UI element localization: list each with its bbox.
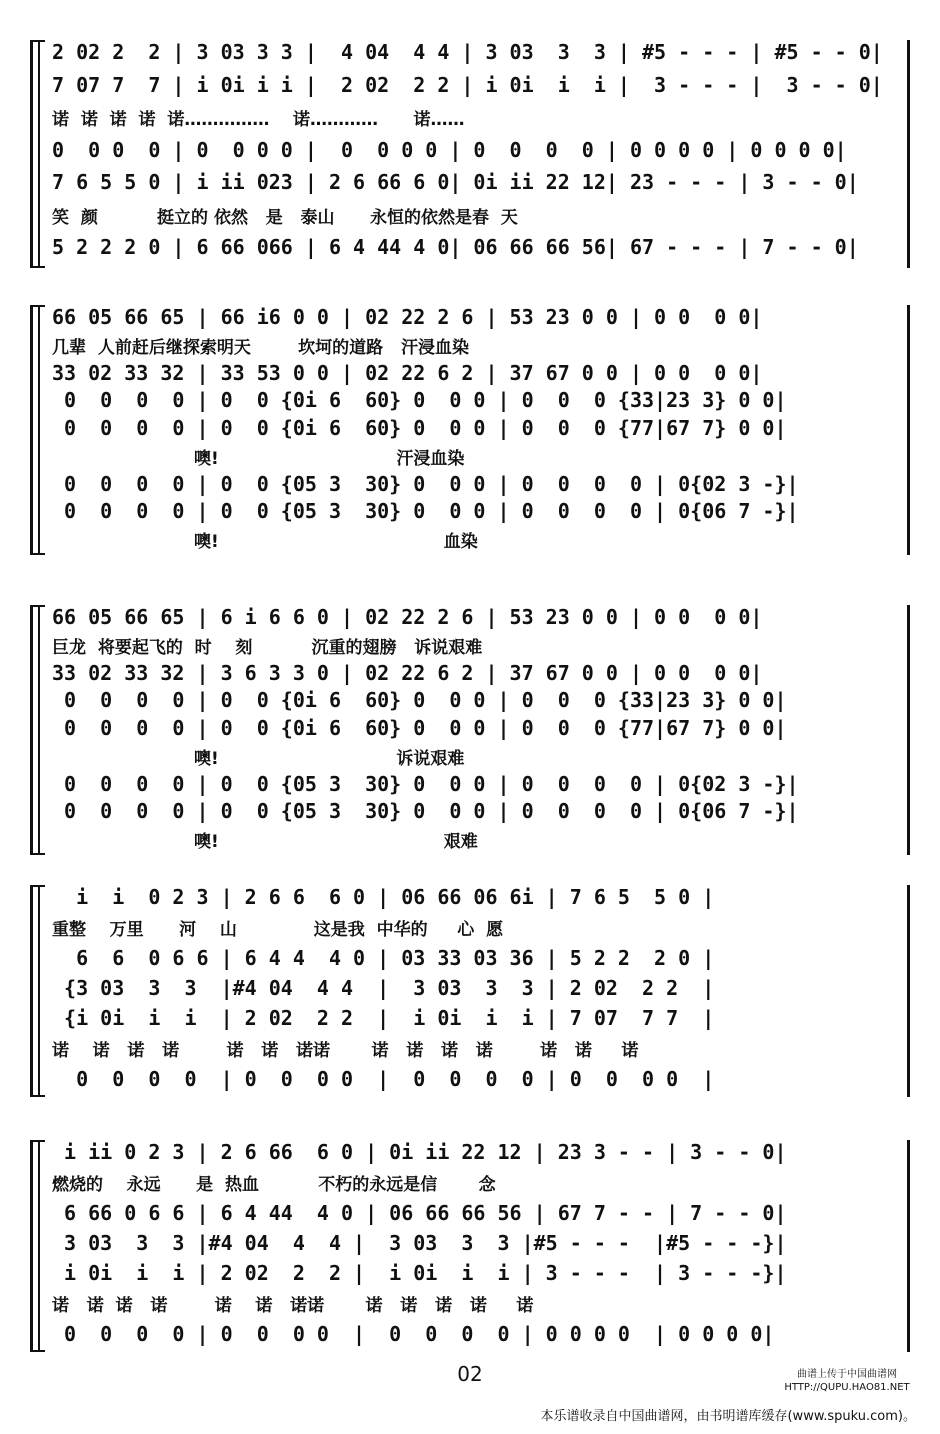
lyric-line: 诺 诺 诺 诺 诺 诺 诺诺 诺 诺 诺 诺 诺 诺 诺 [52, 1041, 639, 1062]
notation-line: 0 0 0 0 | 0 0 {05 3 30} 0 0 0 | 0 0 0 0 | 0{06 7 -}| [52, 799, 799, 824]
lyric-line: 噢! 诉说艰难 [52, 748, 465, 769]
footer-note: 本乐谱收录自中国曲谱网，由书明谱库缓存(www.spuku.com)。 [540, 1409, 916, 1424]
notation-line: 66 05 66 65 | 66 i6 0 0 | 02 22 2 6 | 53 23 0 0 | 0 0 0 0| [52, 305, 763, 329]
notation-line: 33 02 33 32 | 3 6 3 3 0 | 02 22 6 2 | 37 67 0 0 | 0 0 0 0| [52, 660, 763, 685]
score-system [30, 885, 910, 1097]
final-barline [907, 885, 910, 1097]
notation-line: 0 0 0 0 | 0 0 {0i 6 60} 0 0 0 | 0 0 0 {33|23 3} 0 0| [52, 388, 787, 413]
score-system [30, 305, 910, 555]
page-number: 02 [457, 1362, 483, 1386]
notation-line: 7 07 7 7 | i 0i i i | 2 02 2 2 | i 0i i i | 3 - - - | 3 - - 0| [52, 72, 883, 97]
score-system [30, 40, 910, 268]
final-barline [907, 305, 910, 555]
watermark-line: HTTP://QUPU.HAO81.NET [784, 1382, 910, 1393]
lyric-line: 噢! 汗浸血染 [52, 448, 465, 469]
notation-line: 0 0 0 0 | 0 0 {05 3 30} 0 0 0 | 0 0 0 0 | 0{06 7 -}| [52, 499, 799, 524]
lyric-line: 诺 诺 诺 诺 诺 诺 诺诺 诺 诺 诺 诺 诺 [52, 1296, 534, 1317]
notation-line: 0 0 0 0 | 0 0 {05 3 30} 0 0 0 | 0 0 0 0 | 0{02 3 -}| [52, 771, 799, 796]
notation-line: 0 0 0 0 | 0 0 {0i 6 60} 0 0 0 | 0 0 0 {33|23 3} 0 0| [52, 688, 787, 713]
system-bracket-line [38, 1140, 40, 1352]
lyric-line: 巨龙 将要起飞的 时 刻 沉重的翅膀 诉说艰难 [52, 637, 483, 658]
notation-line: 0 0 0 0 | 0 0 {0i 6 60} 0 0 0 | 0 0 0 {77|67 7} 0 0| [52, 416, 787, 441]
notation-line: i 0i i i | 2 02 2 2 | i 0i i i | 3 - - - | 3 - - -}| [52, 1261, 787, 1286]
notation-line: {3 03 3 3 |#4 04 4 4 | 3 03 3 3 | 2 02 2 2 | [52, 975, 715, 1000]
final-barline [907, 1140, 910, 1352]
notation-line: 0 0 0 0 | 0 0 {05 3 30} 0 0 0 | 0 0 0 0 | 0{02 3 -}| [52, 471, 799, 496]
lyric-line: 噢! 血染 [52, 532, 478, 553]
notation-line: 2 02 2 2 | 3 03 3 3 | 4 04 4 4 | 3 03 3 3 | #5 - - - | #5 - - 0| [52, 40, 883, 64]
watermark [782, 1368, 912, 1394]
notation-line: 0 0 0 0 | 0 0 0 0 | 0 0 0 0 | 0 0 0 0 | 0 0 0 0| [52, 1321, 775, 1346]
notation-line: 0 0 0 0 | 0 0 0 0 | 0 0 0 0 | 0 0 0 0 | [52, 1066, 715, 1091]
lyric-line: 几辈 人前赶后继探索明天 坎坷的道路 汗浸血染 [52, 337, 469, 358]
system-bracket-line [38, 305, 40, 555]
notation-line: 6 6 0 6 6 | 6 4 4 4 0 | 03 33 03 36 | 5 2 2 2 0 | [52, 945, 715, 970]
notation-line: 3 03 3 3 |#4 04 4 4 | 3 03 3 3 |#5 - - - |#5 - - -}| [52, 1230, 787, 1255]
final-barline [907, 605, 910, 855]
notation-line: i i 0 2 3 | 2 6 6 6 0 | 06 66 06 6i | 7 6 5 5 0 | [52, 885, 715, 909]
notation-line: 6 66 0 6 6 | 6 4 44 4 0 | 06 66 66 56 | 67 7 - - | 7 - - 0| [52, 1200, 787, 1225]
system-bracket-line [38, 605, 40, 855]
notation-line: 0 0 0 0 | 0 0 {0i 6 60} 0 0 0 | 0 0 0 {77|67 7} 0 0| [52, 716, 787, 741]
watermark-line: 曲谱上传于中国曲谱网 [797, 1369, 897, 1380]
lyric-line: 燃烧的 永远 是 热血 不朽的永远是信 念 [52, 1175, 496, 1196]
notation-line: 0 0 0 0 | 0 0 0 0 | 0 0 0 0 | 0 0 0 0 | 0 0 0 0 | 0 0 0 0| [52, 137, 847, 162]
lyric-line: 诺 诺 诺 诺 诺…………… 诺………… 诺…… [52, 110, 465, 131]
lyric-line: 噢! 艰难 [52, 832, 478, 853]
notation-line: 33 02 33 32 | 33 53 0 0 | 02 22 6 2 | 37 67 0 0 | 0 0 0 0| [52, 360, 763, 385]
lyric-line: 重整 万里 河 山 这是我 中华的 心 愿 [52, 920, 504, 941]
system-bracket-line [38, 40, 40, 268]
notation-line: {i 0i i i | 2 02 2 2 | i 0i i i | 7 07 7 7 | [52, 1006, 715, 1031]
system-bracket-line [38, 885, 40, 1097]
score-system [30, 605, 910, 855]
notation-line: 7 6 5 5 0 | i ii 023 | 2 6 66 6 0| 0i ii 22 12| 23 - - - | 3 - - 0| [52, 170, 859, 195]
notation-line: 5 2 2 2 0 | 6 66 066 | 6 4 44 4 0| 06 66 66 56| 67 - - - | 7 - - 0| [52, 235, 859, 260]
notation-line: i ii 0 2 3 | 2 6 66 6 0 | 0i ii 22 12 | 23 3 - - | 3 - - 0| [52, 1140, 787, 1164]
notation-line: 66 05 66 65 | 6 i 6 6 0 | 02 22 2 6 | 53 23 0 0 | 0 0 0 0| [52, 605, 763, 629]
final-barline [907, 40, 910, 268]
score-system [30, 1140, 910, 1352]
lyric-line: 笑 颜 挺立的 依然 是 泰山 永恒的依然是春 天 [52, 207, 518, 228]
